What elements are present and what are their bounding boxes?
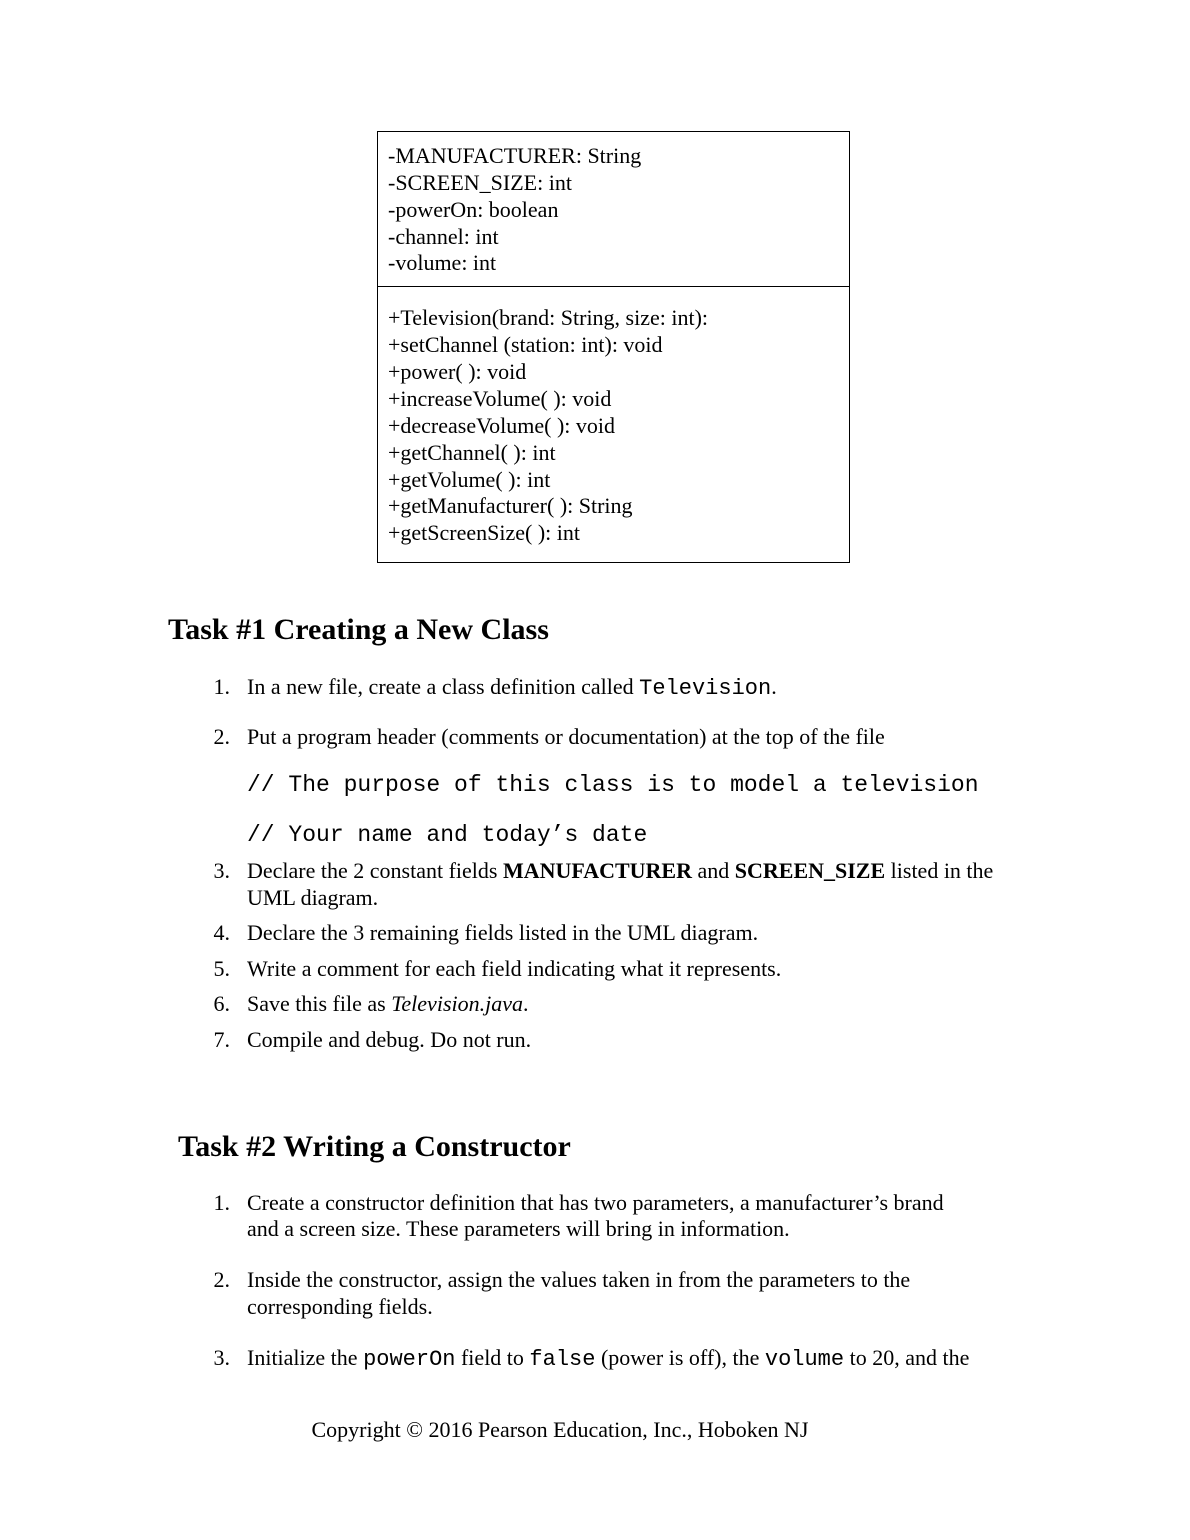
code-line: // Your name and today’s date (247, 822, 648, 848)
uml-method: +increaseVolume( ): void (388, 386, 612, 411)
task2-item-number: 1. (213, 1190, 230, 1215)
task1-item-number: 3. (213, 858, 230, 883)
uml-field: -MANUFACTURER: String (388, 143, 642, 168)
uml-method: +Television(brand: String, size: int): (388, 305, 709, 330)
uml-field: -volume: int (388, 250, 497, 275)
uml-method: +getScreenSize( ): int (388, 520, 581, 545)
uml-method: +setChannel (station: int): void (388, 332, 663, 357)
task1-item-number: 7. (213, 1027, 230, 1052)
uml-method: +getVolume( ): int (388, 467, 551, 492)
task1-item-number: 6. (213, 991, 230, 1016)
task2-item-1-continued: and a screen size. These parameters will bring in information. (247, 1216, 790, 1241)
uml-field: -channel: int (388, 224, 499, 249)
task2-item-2-continued: corresponding fields. (247, 1294, 433, 1319)
task1-item-3-continued: UML diagram. (247, 885, 379, 910)
uml-field: -powerOn: boolean (388, 197, 559, 222)
uml-method: +getManufacturer( ): String (388, 493, 633, 518)
uml-field: -SCREEN_SIZE: int (388, 170, 572, 195)
task2-item-1: Create a constructor definition that has two parameters, a manufacturer’s brand (247, 1190, 944, 1215)
task1-item-5: Write a comment for each field indicating what it represents. (247, 956, 782, 981)
task1-item-number: 5. (213, 956, 230, 981)
copyright-footer: Copyright © 2016 Pearson Education, Inc., Hoboken NJ (311, 1417, 809, 1442)
task1-item-1: In a new file, create a class definition called Television. (247, 674, 777, 701)
task2-item-number: 3. (213, 1345, 230, 1370)
task2-item-number: 2. (213, 1267, 230, 1292)
task1-item-number: 1. (213, 674, 230, 699)
uml-method: +getChannel( ): int (388, 440, 556, 465)
task2-item-3: Initialize the powerOn field to false (power is off), the volume to 20, and the (247, 1345, 970, 1372)
task1-item-7: Compile and debug. Do not run. (247, 1027, 532, 1052)
task1-heading: Task #1 Creating a New Class (168, 613, 549, 646)
uml-method: +power( ): void (388, 359, 527, 384)
task1-item-6: Save this file as Television.java. (247, 991, 529, 1016)
task1-item-2: Put a program header (comments or documentation) at the top of the file (247, 724, 885, 749)
task2-heading: Task #2 Writing a Constructor (178, 1130, 571, 1163)
uml-class-box (377, 131, 850, 563)
task1-item-number: 4. (213, 920, 230, 945)
task2-item-2: Inside the constructor, assign the values taken in from the parameters to the (247, 1267, 911, 1292)
task1-item-number: 2. (213, 724, 230, 749)
task1-item-3: Declare the 2 constant fields MANUFACTURER and SCREEN_SIZE listed in the (247, 858, 994, 883)
task1-item-4: Declare the 3 remaining fields listed in the UML diagram. (247, 920, 759, 945)
uml-fields-section (378, 132, 849, 287)
uml-method: +decreaseVolume( ): void (388, 413, 616, 438)
code-line: // The purpose of this class is to model a television (247, 772, 979, 798)
